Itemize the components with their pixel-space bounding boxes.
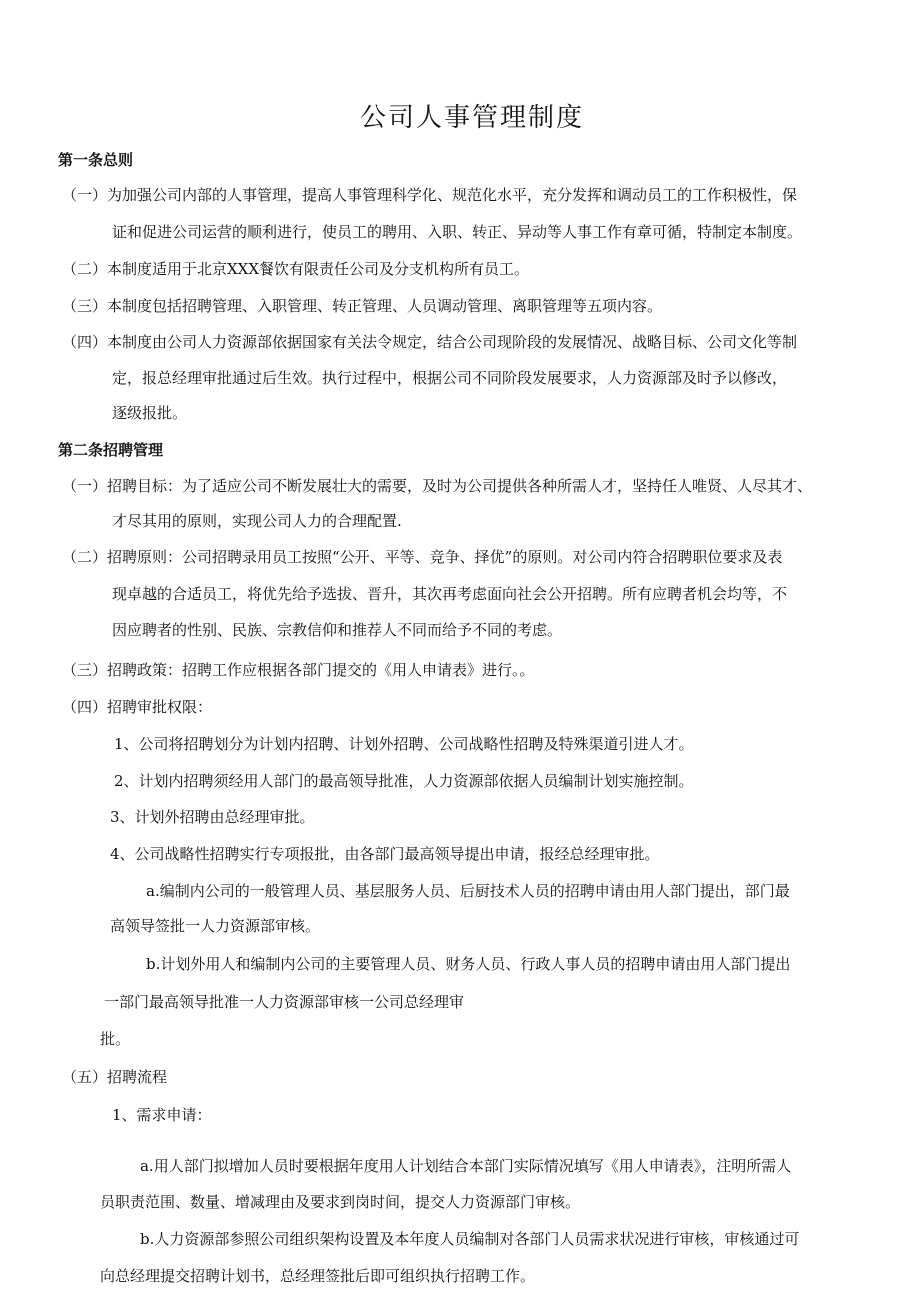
paragraph-line: （三）本制度包括招聘管理、入职管理、转正管理、人员调动管理、离职管理等五项内容。 — [62, 297, 663, 315]
paragraph-line: 才尽其用的原则，实现公司人力的合理配置. — [112, 512, 402, 530]
list-item: 3、计划外招聘由总经理审批。 — [110, 808, 315, 826]
section-heading-general: 第一条总则 — [58, 151, 134, 169]
sub-item-line: 一部门最高领导批准一人力资源部审核一公司总经理审 — [104, 993, 465, 1011]
paragraph-line: （二）招聘原则：公司招聘录用员工按照“公开、平等、竞争、择优”的原则。对公司内符合招聘职位要求及表 — [62, 548, 783, 566]
paragraph-line: （一）招聘目标：为了适应公司不断发展壮大的需要，及时为公司提供各种所需人才，坚持任人唯贤、人尽其才、 — [62, 477, 813, 495]
paragraph-line: （四）招聘审批权限： — [62, 698, 213, 716]
paragraph-line: 逐级报批。 — [112, 404, 188, 422]
paragraph-line: （三）招聘政策：招聘工作应根据各部门提交的《用人申请表》进行。。 — [62, 661, 535, 679]
sub-item-line: b.计划外用人和编制内公司的主要管理人员、财务人员、行政人事人员的招聘申请由用人部门提出 — [146, 955, 791, 973]
list-item: 4、公司战略性招聘实行专项报批，由各部门最高领导提出申请，报经总经理审批。 — [110, 845, 660, 863]
list-item: 1、公司将招聘划分为计划内招聘、计划外招聘、公司战略性招聘及特殊渠道引进人才。 — [114, 735, 694, 753]
sub-item-line: 高领导签批一人力资源部审核。 — [110, 917, 321, 935]
page-title: 公司人事管理制度 — [360, 103, 585, 133]
sub-item-line: b.人力资源部参照公司组织架构设置及本年度人员编制对各部门人员需求状况进行审核，审核通过可 — [140, 1230, 800, 1248]
section-heading-recruitment: 第二条招聘管理 — [58, 441, 164, 459]
paragraph-line: 定，报总经理审批通过后生效。执行过程中，根据公司不同阶段发展要求，人力资源部及时予以修改， — [112, 369, 788, 387]
sub-item-line: 向总经理提交招聘计划书，总经理签批后即可组织执行招聘工作。 — [100, 1267, 536, 1285]
paragraph-line: 因应聘者的性别、民族、宗教信仰和推荐人不同而给予不同的考虑。 — [112, 621, 563, 639]
paragraph-line: 现卓越的合适员工，将优先给予选拔、晋升，其次再考虑面向社会公开招聘。所有应聘者机会均等，不 — [112, 585, 788, 603]
paragraph-line: （一）为加强公司内部的人事管理，提高人事管理科学化、规范化水平，充分发挥和调动员工的工作积极性，保 — [62, 186, 798, 204]
sub-item-line: 批。 — [100, 1030, 131, 1048]
sub-item-line: a.用人部门拟增加人员时要根据年度用人计划结合本部门实际情况填写《用人申请表》，注明所需人 — [140, 1157, 792, 1175]
paragraph-line: 证和促进公司运营的顺利进行，使员工的聘用、入职、转正、异动等人事工作有章可循，特制定本制度。 — [112, 223, 803, 241]
paragraph-line: （四）本制度由公司人力资源部依据国家有关法令规定，结合公司现阶段的发展情况、战略目标、公司文化等制 — [62, 333, 798, 351]
paragraph-line: （五）招聘流程 — [62, 1068, 168, 1086]
paragraph-line: （二）本制度适用于北京XXX餐饮有限责任公司及分支机构所有员工。 — [62, 260, 530, 278]
sub-item-line: a.编制内公司的一般管理人员、基层服务人员、后厨技术人员的招聘申请由用人部门提出，部门最 — [146, 882, 790, 900]
list-item: 1、需求申请： — [112, 1106, 212, 1124]
list-item: 2、计划内招聘须经用人部门的最高领导批准，人力资源部依据人员编制计划实施控制。 — [114, 772, 694, 790]
sub-item-line: 员职责范围、数量、增减理由及要求到岗时间，提交人力资源部门审核。 — [100, 1193, 581, 1211]
